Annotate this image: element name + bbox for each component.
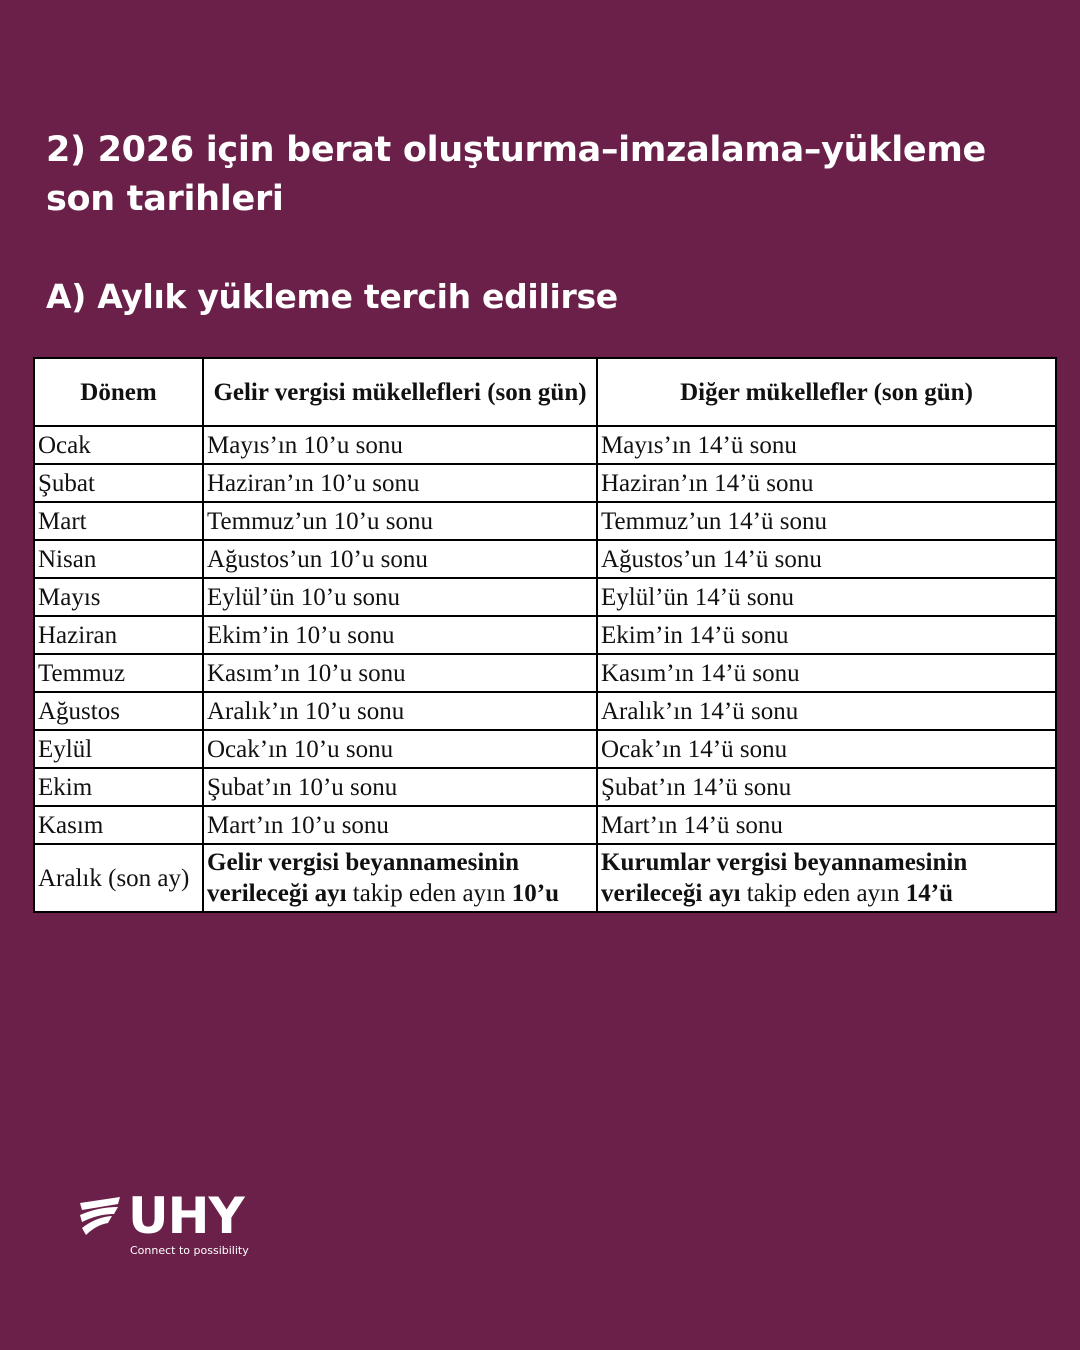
table-header-row — [34, 358, 1056, 426]
bold-text: Gelir vergisi beyannamesinin verileceği ayı — [207, 849, 520, 907]
other-taxpayers-deadline-cell: Mayıs’ın 14’ü sonu — [597, 426, 1056, 464]
other-taxpayers-deadline-cell: Ekim’in 14’ü sonu — [597, 616, 1056, 654]
table-row-last — [34, 844, 1056, 912]
income-tax-deadline-cell: Ekim’in 10’u sonu — [203, 616, 597, 654]
other-taxpayers-deadline-cell: Ağustos’un 14’ü sonu — [597, 540, 1056, 578]
income-tax-deadline-cell: Ağustos’un 10’u sonu — [203, 540, 597, 578]
uhy-swoosh-icon — [78, 1195, 122, 1239]
bold-text: 14’ü — [905, 880, 953, 907]
normal-text: takip eden ayın — [346, 880, 512, 907]
period-cell: Kasım — [34, 806, 203, 844]
other-taxpayers-deadline-cell: Haziran’ın 14’ü sonu — [597, 464, 1056, 502]
period-cell: Temmuz — [34, 654, 203, 692]
period-cell: Nisan — [34, 540, 203, 578]
bold-text: 10’u — [511, 880, 559, 907]
deadline-table-container — [33, 357, 1055, 913]
logo-wordmark: UHY — [128, 1187, 244, 1245]
income-tax-deadline-cell: Aralık’ın 10’u sonu — [203, 692, 597, 730]
logo-tagline: Connect to possibility — [130, 1244, 249, 1257]
income-tax-deadline-cell: Mayıs’ın 10’u sonu — [203, 426, 597, 464]
other-taxpayers-deadline-cell: Kasım’ın 14’ü sonu — [597, 654, 1056, 692]
header-diger-mukellefler: Diğer mükellefler (son gün) — [597, 358, 1056, 426]
normal-text: takip eden ayın — [740, 880, 906, 907]
other-taxpayers-deadline-cell: Eylül’ün 14’ü sonu — [597, 578, 1056, 616]
period-cell: Mart — [34, 502, 203, 540]
income-tax-deadline-cell: Şubat’ın 10’u sonu — [203, 768, 597, 806]
other-taxpayers-deadline-cell: Şubat’ın 14’ü sonu — [597, 768, 1056, 806]
other-taxpayers-deadline-cell: Temmuz’un 14’ü sonu — [597, 502, 1056, 540]
table-row — [34, 502, 1056, 540]
header-donem: Dönem — [34, 358, 203, 426]
income-tax-deadline-cell: Eylül’ün 10’u sonu — [203, 578, 597, 616]
other-taxpayers-deadline-cell — [597, 844, 1056, 912]
income-tax-deadline-cell: Ocak’ın 10’u sonu — [203, 730, 597, 768]
uhy-logo — [78, 1187, 278, 1263]
table-row — [34, 540, 1056, 578]
table-row — [34, 654, 1056, 692]
period-cell: Ekim — [34, 768, 203, 806]
table-row — [34, 464, 1056, 502]
period-cell: Haziran — [34, 616, 203, 654]
deadline-table — [33, 357, 1057, 913]
income-tax-deadline-cell: Kasım’ın 10’u sonu — [203, 654, 597, 692]
table-row — [34, 730, 1056, 768]
period-cell: Ocak — [34, 426, 203, 464]
income-tax-deadline-cell: Temmuz’un 10’u sonu — [203, 502, 597, 540]
income-tax-deadline-cell: Mart’ın 10’u sonu — [203, 806, 597, 844]
table-row — [34, 578, 1056, 616]
income-tax-deadline-cell: Haziran’ın 10’u sonu — [203, 464, 597, 502]
bold-text: Kurumlar vergisi beyannamesinin verileceği ayı — [601, 849, 968, 907]
section-subtitle: A) Aylık yükleme tercih edilirse — [46, 277, 618, 316]
period-cell: Eylül — [34, 730, 203, 768]
table-row — [34, 692, 1056, 730]
period-cell: Aralık (son ay) — [34, 844, 203, 912]
period-cell: Mayıs — [34, 578, 203, 616]
other-taxpayers-deadline-cell: Mart’ın 14’ü sonu — [597, 806, 1056, 844]
page-title: 2) 2026 için berat oluşturma–imzalama–yükleme son tarihleri — [46, 130, 986, 219]
other-taxpayers-deadline-cell: Ocak’ın 14’ü sonu — [597, 730, 1056, 768]
table-row — [34, 806, 1056, 844]
table-row — [34, 768, 1056, 806]
table-row — [34, 616, 1056, 654]
header-gelir-vergisi: Gelir vergisi mükellefleri (son gün) — [203, 358, 597, 426]
table-row — [34, 426, 1056, 464]
income-tax-deadline-cell — [203, 844, 597, 912]
other-taxpayers-deadline-cell: Aralık’ın 14’ü sonu — [597, 692, 1056, 730]
period-cell: Ağustos — [34, 692, 203, 730]
period-cell: Şubat — [34, 464, 203, 502]
